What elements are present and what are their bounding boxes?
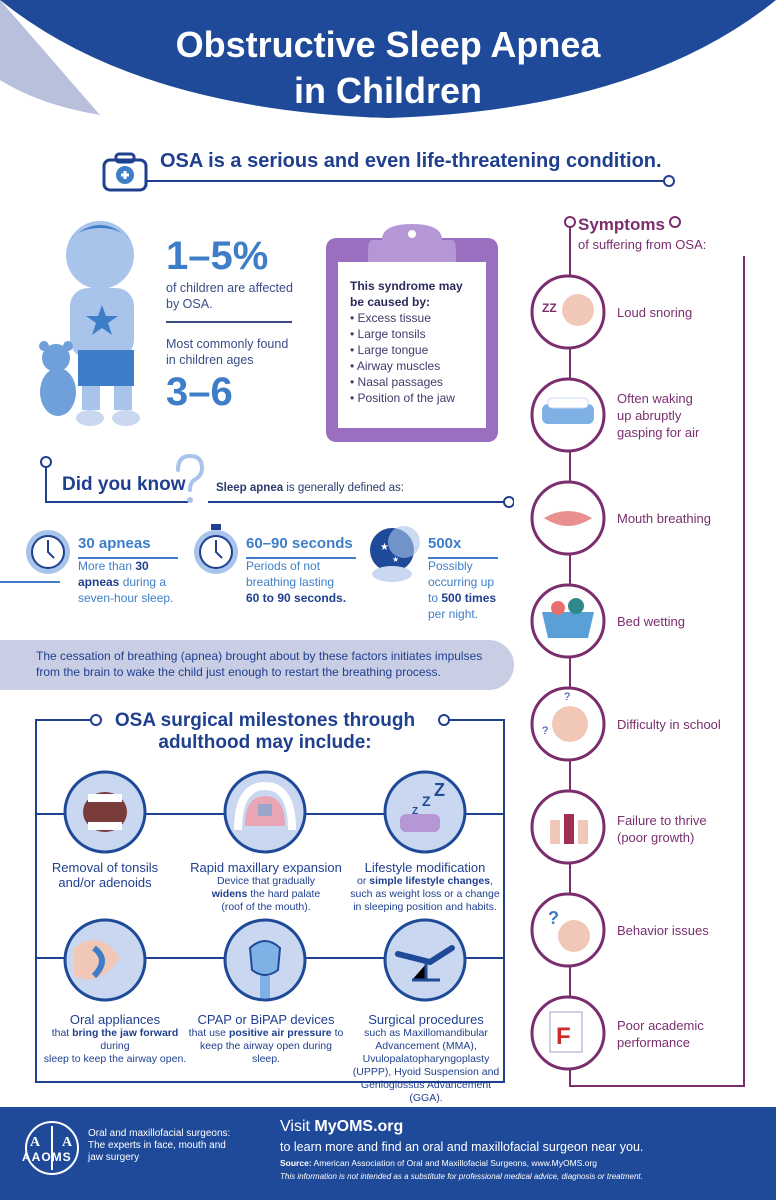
pillow-icon [532,379,604,451]
disclaimer-text: This information is not intended as a substitute for professional medical advice, diagnosis or treatment. [280,1172,643,1181]
surgical-chair-icon [385,920,465,1000]
clock-icon [26,530,70,574]
logo-text: AAOMS [22,1150,72,1164]
cause-item: • Position of the jaw [350,391,455,405]
surg-maxillary: Rapid maxillary expansion Device that gradually widens the hard palate (roof of the mouth). [190,860,342,913]
cause-item: • Large tonsils [350,327,426,341]
svg-text:★: ★ [380,542,389,553]
night-moon-icon [370,526,420,582]
svg-text:Z: Z [434,780,445,800]
page-title: Obstructive Sleep Apnea in Children [175,24,601,111]
mouth-icon [532,482,604,554]
symptom-academic: Poor academic performance [617,1018,704,1050]
surgical-icons-row1 [60,770,480,856]
svg-text:F: F [556,1023,571,1050]
surg-cpap: CPAP or BiPAP devices that use positive air pressure to keep the airway open during sleep. [188,1012,344,1065]
symptom-loud-snoring: Loud snoring [617,305,693,320]
oral-appliance-icon [65,920,145,1000]
visit-link[interactable]: MyOMS.org [314,1118,404,1135]
aaoms-logo-icon [22,1118,86,1178]
clipboard-content: This syndrome may be caused by: • Excess tissue • Large tonsils • Large tongue • Airway muscles • Nasal passages • Position of the jaw [350,279,463,405]
surg-oral-appliances: Oral appliances that bring the jaw forward during sleep to keep the airway open. [43,1012,187,1065]
svg-text:?: ? [542,725,549,737]
symptom-failure-to-thrive: Failure to thrive (poor growth) [617,813,707,845]
symptom-waking: Often waking up abruptly gasping for air [617,391,700,440]
surgical-title: OSA surgical milestones through adulthood may include: [114,710,416,753]
cpap-mask-icon [225,920,305,1000]
symptoms-title: Symptoms [578,215,665,234]
surg-tonsils: Removal of tonsils and/or adenoids [51,860,159,890]
stopwatch-icon [194,524,238,574]
fact-500x: 500x Possibly occurring up to 500 times per night. [428,535,497,621]
note-text: The cessation of breathing (apnea) brought about by these factors initiates impulses from the brain to wake the child just enough to restart the breathing process. [36,649,483,679]
headline-text: OSA is a serious and even life-threatening condition. [160,150,662,172]
symptoms-subtitle: of suffering from OSA: [578,237,707,252]
svg-text:★: ★ [392,555,400,564]
surgical-icons-row2 [60,918,480,1004]
svg-text:Z: Z [422,793,431,809]
svg-text:?: ? [548,908,559,928]
svg-text:ZZ: ZZ [542,301,557,315]
header-banner [0,0,776,130]
stat-percentage: 1–5% [166,234,269,278]
stat-percentage-text: of children are affected by OSA. [166,281,293,311]
symptom-bed-wetting: Bed wetting [617,614,685,629]
learn-more-text: to learn more and find an oral and maxillofacial surgeon near you. [280,1140,644,1154]
stat-ages-text: Most commonly found in children ages [166,337,289,367]
svg-text:?: ? [564,691,571,703]
sleep-zzz-icon [385,772,465,852]
cause-item: • Excess tissue [350,311,431,325]
palate-expander-icon [225,772,305,852]
symptom-behavior: Behavior issues [617,923,709,938]
cause-item: • Nasal passages [350,375,443,389]
behavior-head-icon [532,894,604,966]
svg-text:A: A [30,1135,41,1150]
svg-text:A: A [62,1135,73,1150]
cause-item: • Large tongue [350,343,429,357]
stat-ages: 3–6 [166,370,233,414]
cause-item: • Airway muscles [350,359,441,373]
failing-grade-icon [532,997,604,1069]
surg-procedures: Surgical procedures such as Maxillomandibular Advancement (MMA), Uvulopalatopharyngoplasty (UPPP), Hyoid Suspension and Genioglossus Advancement (GGA). [352,1012,500,1104]
fact-60-90-seconds: 60–90 seconds Periods of not breathing lasting 60 to 90 seconds. [246,535,353,606]
snoring-icon [532,276,604,348]
svg-text:Z: Z [412,806,419,817]
did-you-know-title: Did you know [62,474,186,495]
child-with-teddy-illustration [30,210,160,440]
visit-line: Visit MyOMS.org [280,1118,404,1135]
surg-lifestyle: Lifestyle modification or simple lifestyle changes, such as weight loss or a change in sleeping position and habits. [350,860,500,913]
did-you-know-definition: Sleep apnea is generally defined as: [216,482,404,494]
confused-head-icon [532,688,604,760]
tonsils-icon [65,772,145,852]
symptom-mouth-breathing: Mouth breathing [617,511,711,526]
fact-30-apneas: 30 apneas More than 30 apneas during a seven-hour sleep. [78,535,173,606]
stat-divider [166,321,292,323]
org-tagline: Oral and maxillofacial surgeons: The experts in face, mouth and jaw surgery [88,1128,231,1163]
laundry-basket-icon [532,585,604,657]
symptom-icons [528,272,608,1102]
source-text: Source: American Association of Oral and Maxillofacial Surgeons, www.MyOMS.org [280,1158,597,1168]
growth-figures-icon [532,791,604,863]
symptom-school: Difficulty in school [617,717,721,732]
